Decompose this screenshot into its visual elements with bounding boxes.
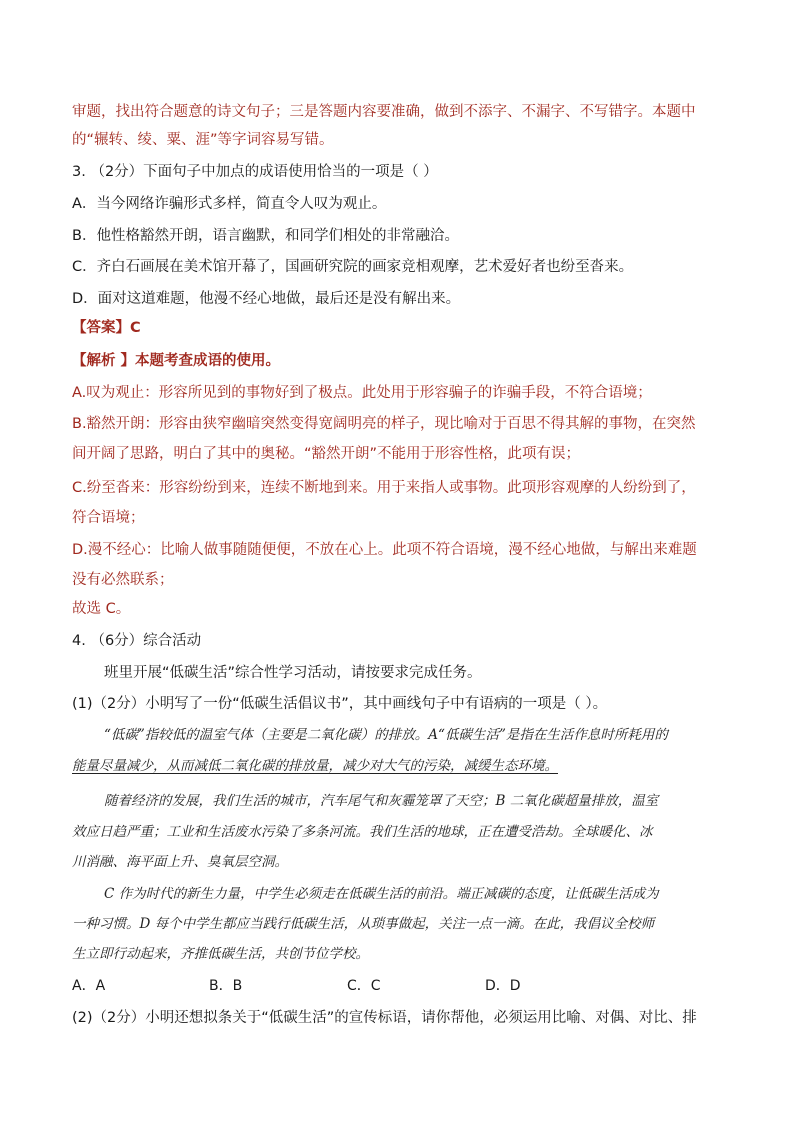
question-4-stem: 4. （6分）综合活动 bbox=[72, 633, 202, 649]
passage-line: C 作为时代的新生力量，中学生必须走在低碳生活的前沿。端正减碳的态度，让低碳生活成为 bbox=[104, 886, 659, 902]
passage-line: 川消融、海平面上升、臭氧层空洞。 bbox=[72, 854, 288, 870]
analysis-line: 符合语境； bbox=[72, 510, 145, 526]
analysis-line: B.豁然开朗：形容由狭窄幽暗突然变得宽阔明亮的样子，现比喻对于百思不得其解的事物，在突然 bbox=[72, 416, 696, 432]
passage-line: 能量尽量减少，从而减低二氧化碳的排放量，减少对大气的污染，减缓生态环境。 bbox=[72, 758, 558, 774]
passage-line: 生立即行动起来，齐推低碳生活，共创节位学校。 bbox=[72, 946, 369, 962]
question-3-analysis-head: 【解析 】本题考查成语的使用。 bbox=[72, 353, 281, 369]
question-4-choice-a: A．A bbox=[72, 978, 106, 994]
prev-analysis-line-1: 审题，找出符合题意的诗文句子；三是答题内容要准确，做到不添字、不漏字、不写错字。本题中 bbox=[72, 104, 696, 120]
question-4-choice-b: B．B bbox=[209, 978, 243, 994]
analysis-line: 故选 C。 bbox=[72, 601, 131, 617]
passage-line: 一种习惯。D 每个中学生都应当践行低碳生活，从琐事做起，关注一点一滴。在此，我倡议全校师 bbox=[72, 916, 655, 932]
prev-analysis-line-2: 的“辗转、绫、粟、涯”等字词容易写错。 bbox=[72, 132, 334, 148]
question-3-option-c: C．齐白石画展在美术馆开幕了，国画研究院的画家竞相观摩，艺术爱好者也纷至沓来。 bbox=[72, 259, 634, 275]
passage-line: “低碳”指较低的温室气体（主要是二氧化碳）的排放。A“低碳生活”是指在生活作息时所耗用的 bbox=[104, 727, 668, 743]
passage-line: 随着经济的发展，我们生活的城市，汽车尾气和灰霾笼罩了天空；B 二氧化碳超量排放，温室 bbox=[104, 793, 659, 809]
question-3-option-a: A．当今网络诈骗形式多样，简直令人叹为观止。 bbox=[72, 196, 387, 212]
analysis-line: A.叹为观止：形容所见到的事物好到了极点。此处用于形容骗子的诈骗手段，不符合语境； bbox=[72, 385, 652, 401]
question-3-stem: 3. （2分）下面句子中加点的成语使用恰当的一项是（ ） bbox=[72, 164, 438, 180]
question-4-sub2: (2)（2分）小明还想拟条关于“低碳生活”的宣传标语，请你帮他，必须运用比喻、对偶、对比、排 bbox=[72, 1010, 697, 1026]
question-3-option-d: D．面对这道难题，他漫不经心地做，最后还是没有解出来。 bbox=[72, 291, 461, 307]
question-4-choice-d: D．D bbox=[485, 978, 521, 994]
analysis-line: 间开阔了思路，明白了其中的奥秘。“豁然开朗”不能用于形容性格，此项有误； bbox=[72, 446, 581, 462]
question-4-choice-c: C．C bbox=[347, 978, 381, 994]
analysis-line: C.纷至沓来：形容纷纷到来，连续不断地到来。用于来指人或事物。此项形容观摩的人纷纷到了， bbox=[72, 480, 696, 496]
analysis-line: 没有必然联系； bbox=[72, 572, 174, 588]
analysis-line: D.漫不经心：比喻人做事随随便便，不放在心上。此项不符合语境，漫不经心地做，与解出来难题 bbox=[72, 542, 697, 558]
question-4-intro: 班里开展“低碳生活”综合性学习活动，请按要求完成任务。 bbox=[104, 665, 482, 681]
question-3-answer: 【答案】C bbox=[72, 320, 141, 336]
question-4-sub1: (1)（2分）小明写了一份“低碳生活倡议书”，其中画线句子中有语病的一项是（ ）。 bbox=[72, 696, 608, 712]
question-3-option-b: B．他性格豁然开朗，语言幽默，和同学们相处的非常融洽。 bbox=[72, 228, 459, 244]
passage-line: 效应日趋严重；工业和生活废水污染了多条河流。我们生活的地球，正在遭受浩劫。全球暖化、冰 bbox=[72, 824, 653, 840]
